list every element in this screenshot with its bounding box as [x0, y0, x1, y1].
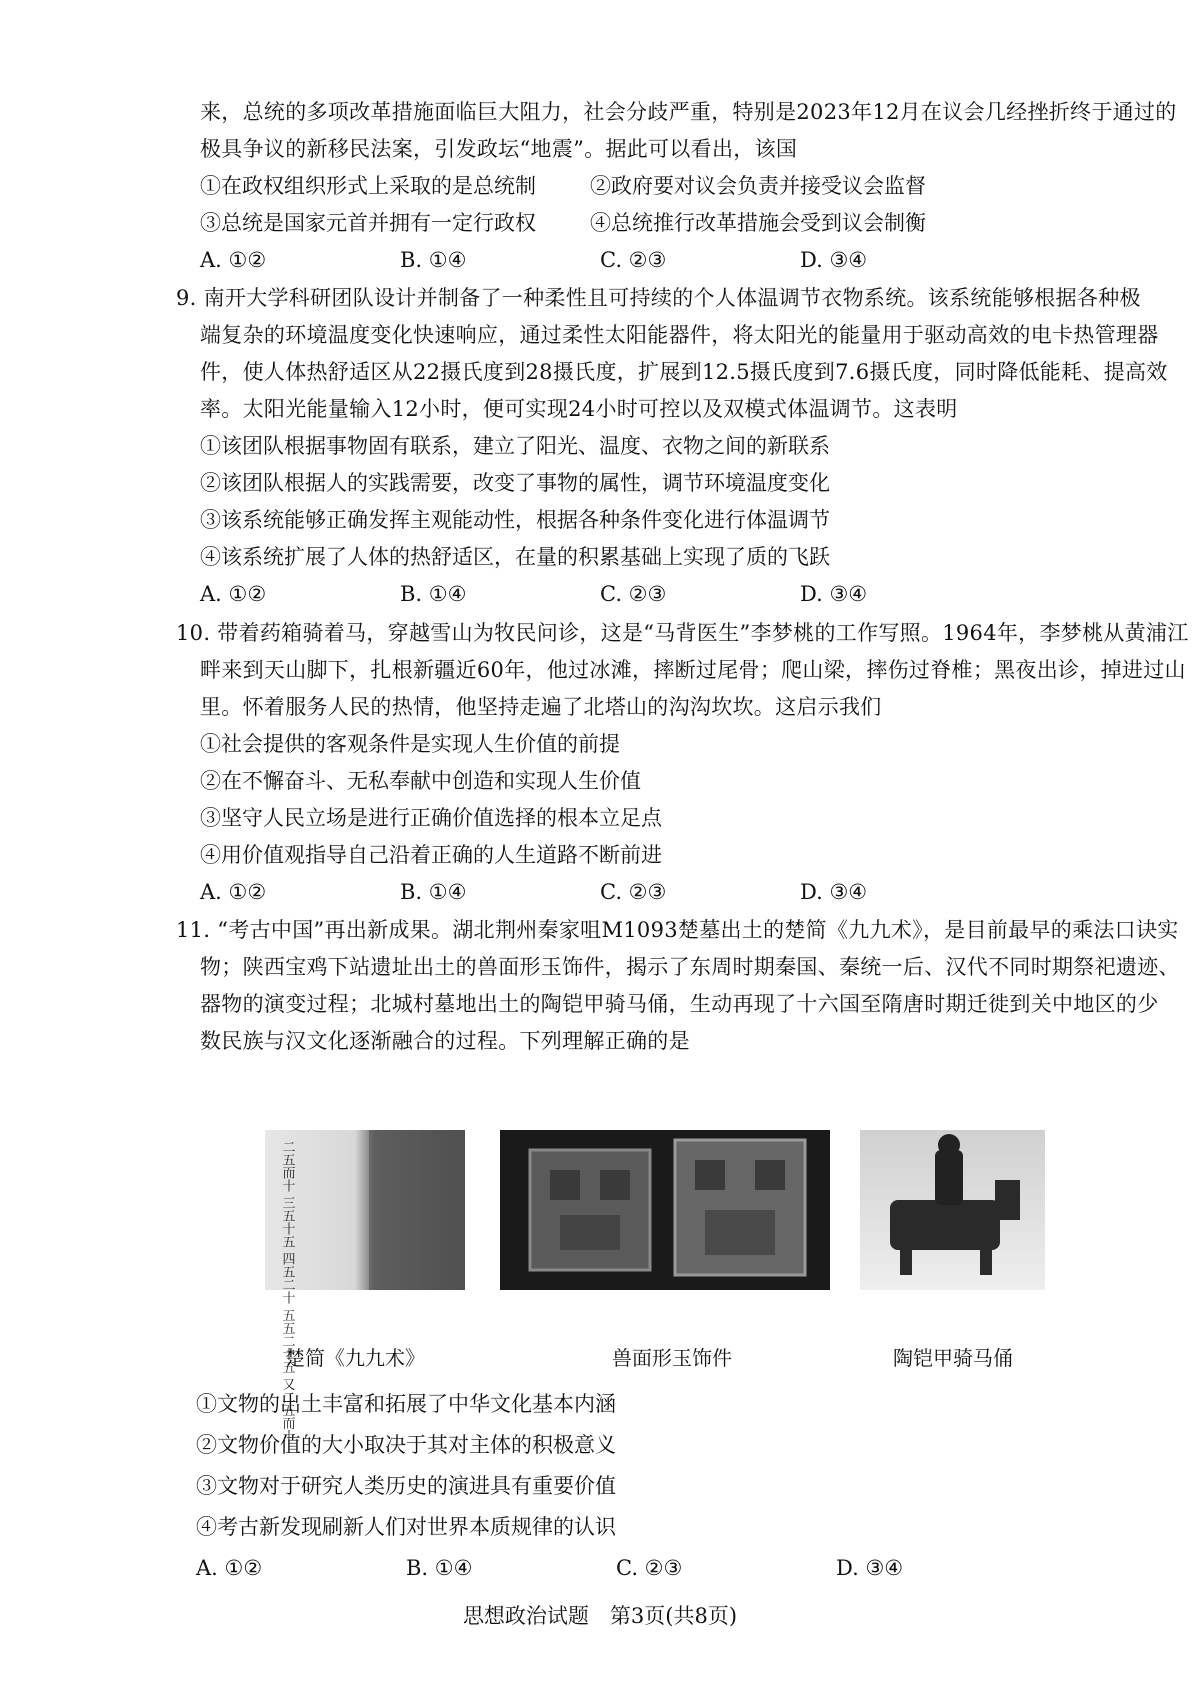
- q8-choice-d[interactable]: D. ③④: [800, 248, 868, 272]
- q8-statement-4: ④总统推行改革措施会受到议会制衡: [590, 211, 926, 235]
- q9-line-3: 件，使人体热舒适区从22摄氏度到28摄氏度，扩展到12.5摄氏度到7.6摄氏度，同时降低能耗、提高效: [200, 360, 1168, 384]
- q8-choice-a[interactable]: A. ①②: [200, 248, 267, 272]
- q11-choice-a[interactable]: A. ①②: [196, 1556, 263, 1580]
- q10-line-1: 10. 带着药箱骑着马，穿越雪山为牧民问诊，这是“马背医生”李梦桃的工作写照。1964年，李梦桃从黄浦江: [176, 621, 1189, 645]
- q9-statement-2: ②该团队根据人的实践需要，改变了事物的属性，调节环境温度变化: [200, 471, 830, 495]
- q9-statement-4: ④该系统扩展了人体的热舒适区，在量的积累基础上实现了质的飞跃: [200, 545, 830, 569]
- q8-statement-3: ③总统是国家元首并拥有一定行政权: [200, 211, 536, 235]
- q11-line-2: 物；陕西宝鸡下站遗址出土的兽面形玉饰件，揭示了东周时期秦国、秦统一后、汉代不同时期祭祀遗迹、: [200, 955, 1180, 979]
- q10-line-2: 畔来到天山脚下，扎根新疆近60年，他过冰滩，摔断过尾骨；爬山梁，摔伤过脊椎；黑夜出诊，掉进过山: [200, 658, 1186, 682]
- caption-armored-horse: 陶铠甲骑马俑: [893, 1346, 1013, 1370]
- q8-choice-c[interactable]: C. ②③: [600, 248, 667, 272]
- q11-statement-1: ①文物的出土丰富和拓展了中华文化基本内涵: [196, 1392, 616, 1416]
- q10-choice-c[interactable]: C. ②③: [600, 880, 667, 904]
- armored-horse-image: [860, 1130, 1045, 1290]
- q10-statement-3: ③坚守人民立场是进行正确价值选择的根本立足点: [200, 806, 662, 830]
- q9-line-1: 9. 南开大学科研团队设计并制备了一种柔性且可持续的个人体温调节衣物系统。该系统能够根据各种极: [176, 286, 1141, 310]
- bamboo-slip-text: 二五而十 三五十五 四五二十 五五二十五 又二五而十: [279, 1140, 295, 1443]
- q11-choice-d[interactable]: D. ③④: [836, 1556, 904, 1580]
- page-footer: 思想政治试题 第3页(共8页): [462, 1604, 738, 1628]
- q11-choice-b[interactable]: B. ①④: [406, 1556, 473, 1580]
- q8-statement-2: ②政府要对议会负责并接受议会监督: [590, 174, 926, 198]
- q9-statement-3: ③该系统能够正确发挥主观能动性，根据各种条件变化进行体温调节: [200, 508, 830, 532]
- q11-statement-2: ②文物价值的大小取决于其对主体的积极意义: [196, 1433, 616, 1457]
- q11-line-4: 数民族与汉文化逐渐融合的过程。下列理解正确的是: [200, 1029, 690, 1053]
- figure-jade-ornament: [500, 1130, 830, 1290]
- q10-choice-a[interactable]: A. ①②: [200, 880, 267, 904]
- q9-choice-b[interactable]: B. ①④: [400, 582, 467, 606]
- q10-statement-2: ②在不懈奋斗、无私奉献中创造和实现人生价值: [200, 769, 641, 793]
- q9-line-4: 率。太阳光能量输入12小时，便可实现24小时可控以及双模式体温调节。这表明: [200, 397, 958, 421]
- q8-choice-b[interactable]: B. ①④: [400, 248, 467, 272]
- q10-choice-d[interactable]: D. ③④: [800, 880, 868, 904]
- q10-statement-4: ④用价值观指导自己沿着正确的人生道路不断前进: [200, 843, 662, 867]
- jade-ornament-image: [500, 1130, 830, 1290]
- q8-statement-1: ①在政权组织形式上采取的是总统制: [200, 174, 536, 198]
- q10-line-3: 里。怀着服务人民的热情，他坚持走遍了北塔山的沟沟坎坎。这启示我们: [200, 695, 882, 719]
- q10-statement-1: ①社会提供的客观条件是实现人生价值的前提: [200, 732, 620, 756]
- caption-jade-ornament: 兽面形玉饰件: [612, 1346, 732, 1370]
- q11-line-1: 11. “考古中国”再出新成果。湖北荆州秦家咀M1093楚墓出土的楚简《九九术》，是目前最早的乘法口诀实: [176, 918, 1179, 942]
- q9-statement-1: ①该团队根据事物固有联系，建立了阳光、温度、衣物之间的新联系: [200, 434, 830, 458]
- caption-bamboo-slip: 楚简《九九术》: [285, 1346, 425, 1370]
- q9-choice-a[interactable]: A. ①②: [200, 582, 267, 606]
- q9-line-2: 端复杂的环境温度变化快速响应，通过柔性太阳能器件，将太阳光的能量用于驱动高效的电卡热管理器: [200, 323, 1159, 347]
- q11-line-3: 器物的演变过程；北城村墓地出土的陶铠甲骑马俑，生动再现了十六国至隋唐时期迁徙到关中地区的少: [200, 992, 1159, 1016]
- q11-statement-4: ④考古新发现刷新人们对世界本质规律的认识: [196, 1515, 616, 1539]
- q8-line-1: 来，总统的多项改革措施面临巨大阻力，社会分歧严重，特别是2023年12月在议会几经挫折终于通过的: [200, 100, 1177, 124]
- q11-statement-3: ③文物对于研究人类历史的演进具有重要价值: [196, 1474, 616, 1498]
- q8-line-2: 极具争议的新移民法案，引发政坛“地震”。据此可以看出，该国: [200, 137, 798, 161]
- q10-choice-b[interactable]: B. ①④: [400, 880, 467, 904]
- figure-armored-horse: [860, 1130, 1045, 1290]
- q9-choice-d[interactable]: D. ③④: [800, 582, 868, 606]
- q9-choice-c[interactable]: C. ②③: [600, 582, 667, 606]
- q11-choice-c[interactable]: C. ②③: [616, 1556, 683, 1580]
